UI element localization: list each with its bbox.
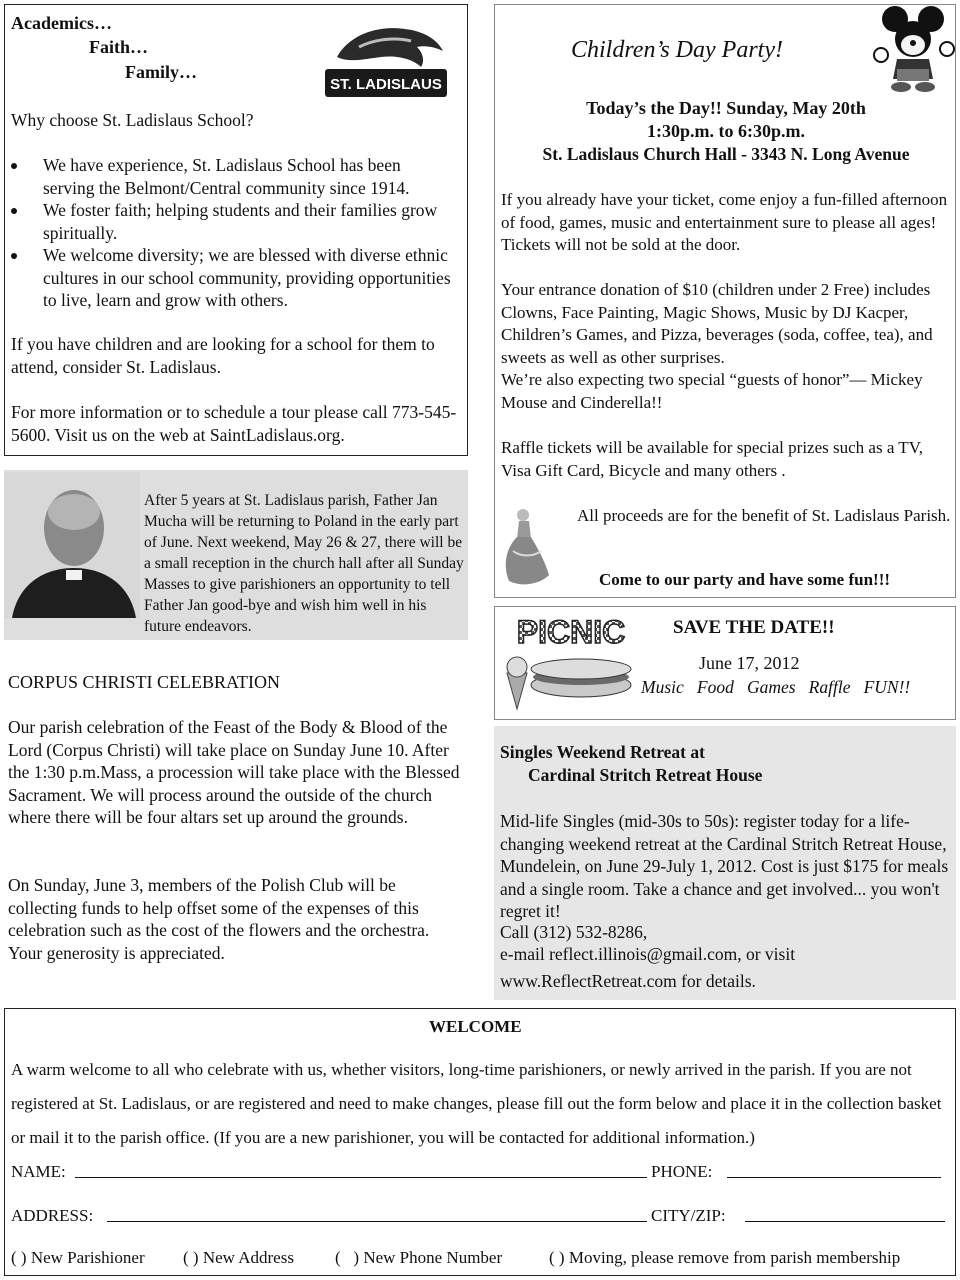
bullet-icon [11, 253, 17, 259]
st-ladislaus-logo [319, 17, 451, 99]
childrens-day-party-box [494, 4, 956, 598]
party-title: Children’s Day Party! [571, 37, 783, 63]
phone-field[interactable] [727, 1177, 941, 1178]
welcome-paragraph: A warm welcome to all who celebrate with us, whether visitors, long-time parishioners, or newly arrived in the parish. If you are not registered at St. Ladislaus, or are registered and need to make changes, please fill out the form below and place it in the collection basket or mail it to the parish office. (If you are a new parishioner, you will be contacted for additional information.) [11, 1060, 942, 1147]
retreat-website: www.ReflectRetreat.com for details. [500, 971, 756, 991]
name-label: NAME: [11, 1162, 66, 1181]
farewell-text: After 5 years at St. Ladislaus parish, Father Jan Mucha will be returning to Poland in the early part of June. Next weekend, May 26 & 27, there will be a small reception in the church hall after all Sunday Masses to give parishioners an opportunity to tell Father Jan good-bye and wish him well in his future endeavors. [144, 492, 464, 635]
polish-club-paragraph: On Sunday, June 3, members of the Polish Club will be collecting funds to help offset some of the expenses of this celebration such as the cost of the flowers and the orchestra. Your generosity is appreciated. [8, 875, 430, 963]
school-info-box [4, 4, 468, 456]
picnic-activities: Music Food Games Raffle FUN!! [641, 677, 911, 697]
motto-family: Family… [125, 62, 197, 82]
motto-faith: Faith… [89, 37, 149, 57]
phone-label: PHONE: [651, 1162, 713, 1181]
address-field[interactable] [107, 1221, 647, 1222]
logo-text: ST. LADISLAUS [330, 76, 442, 93]
party-ticket-paragraph: If you already have your ticket, come enjoy a fun-filled afternoon of food, games, music and entertainment sure to please all ages! Tickets will not be sold at the door. [501, 190, 948, 254]
party-date-block [495, 97, 957, 166]
retreat-venue: Cardinal Stritch Retreat House [528, 765, 763, 785]
corpus-christi-heading: CORPUS CHRISTI CELEBRATION [8, 672, 281, 692]
option-new-phone[interactable]: ( ) New Phone Number [335, 1248, 503, 1267]
corpus-christi-paragraph: Our parish celebration of the Feast of the Body & Blood of the Lord (Corpus Christi) will take place on Sunday June 10. After the 1:30 p.m.Mass, a procession will take place with the Blessed Sacrament. We will process around the outside of the church where there will be four altars set up around the grounds. [8, 717, 460, 827]
name-field[interactable] [75, 1177, 647, 1178]
party-proceeds-paragraph: All proceeds are for the benefit of St. Ladislaus Parish. [577, 506, 951, 525]
school-consider-paragraph: If you have children and are looking for a school for them to attend, consider St. Ladislaus. [11, 334, 435, 377]
mickey-mouse-image [867, 5, 957, 93]
school-contact-paragraph: For more information or to schedule a tour please call 773-545-5600. Visit us on the web at SaintLadislaus.org. [11, 402, 457, 445]
party-donation-paragraph: Your entrance donation of $10 (children under 2 Free) includes Clowns, Face Painting, Magic Shows, Music by DJ Kacper, Children’s Games, and Pizza, beverages (soda, coffee, tea), and sweets as well as other surprises. [501, 280, 933, 367]
party-date: Today’s the Day!! Sunday, May 20th [586, 98, 866, 118]
priest-photo [4, 472, 140, 618]
party-raffle-paragraph: Raffle tickets will be available for special prizes such as a TV, Visa Gift Card, Bicycle and many others . [501, 438, 924, 480]
retreat-phone: Call (312) 532-8286, [500, 922, 648, 942]
city-zip-field[interactable] [745, 1221, 945, 1222]
reason-item: We welcome diversity; we are blessed with diverse ethnic cultures in our school community, providing opportunities to live, learn and grow with others. [11, 244, 451, 312]
bullet-icon [11, 163, 17, 169]
retreat-heading: Singles Weekend Retreat at [500, 742, 705, 762]
option-new-address[interactable]: ( ) New Address [183, 1248, 294, 1267]
welcome-registration-box [4, 1008, 956, 1276]
retreat-paragraph: Mid-life Singles (mid-30s to 50s): register today for a life-changing weekend retreat at the Cardinal Stritch Retreat House, Mundelein, on June 29-July 1, 2012. Cost is just $175 for meals and a single room. Take a chance and get involved... you won't regret it! [500, 811, 949, 921]
cinderella-image [501, 505, 553, 587]
reason-item: We have experience, St. Ladislaus School has been serving the Belmont/Central community since 1914. [11, 154, 451, 199]
farewell-notice [4, 470, 468, 640]
option-moving[interactable]: ( ) Moving, please remove from parish membership [549, 1248, 901, 1267]
party-guests-paragraph: We’re also expecting two special “guests of honor”— Mickey Mouse and Cinderella!! [501, 370, 923, 412]
singles-retreat-box [494, 726, 956, 1000]
city-zip-label: CITY/ZIP: [651, 1206, 726, 1225]
picnic-date: June 17, 2012 [699, 653, 800, 673]
party-time: 1:30p.m. to 6:30p.m. [647, 121, 805, 141]
motto-academics: Academics… [11, 13, 112, 33]
picnic-logo [501, 613, 641, 713]
reason-item: We foster faith; helping students and their families grow spiritually. [11, 199, 451, 244]
welcome-heading: WELCOME [429, 1017, 522, 1036]
save-the-date-heading: SAVE THE DATE!! [673, 617, 835, 638]
picnic-logo-text: PICNIC [516, 614, 626, 650]
party-location: St. Ladislaus Church Hall - 3343 N. Long Avenue [542, 144, 910, 164]
address-label: ADDRESS: [11, 1206, 94, 1225]
retreat-email: e-mail reflect.illinois@gmail.com, or visit [500, 944, 796, 964]
party-closing: Come to our party and have some fun!!! [599, 570, 891, 589]
bullet-icon [11, 208, 17, 214]
picnic-box [494, 606, 956, 720]
option-new-parishioner[interactable]: ( ) New Parishioner [11, 1248, 145, 1267]
reasons-list [11, 154, 451, 312]
school-question: Why choose St. Ladislaus School? [11, 110, 254, 130]
